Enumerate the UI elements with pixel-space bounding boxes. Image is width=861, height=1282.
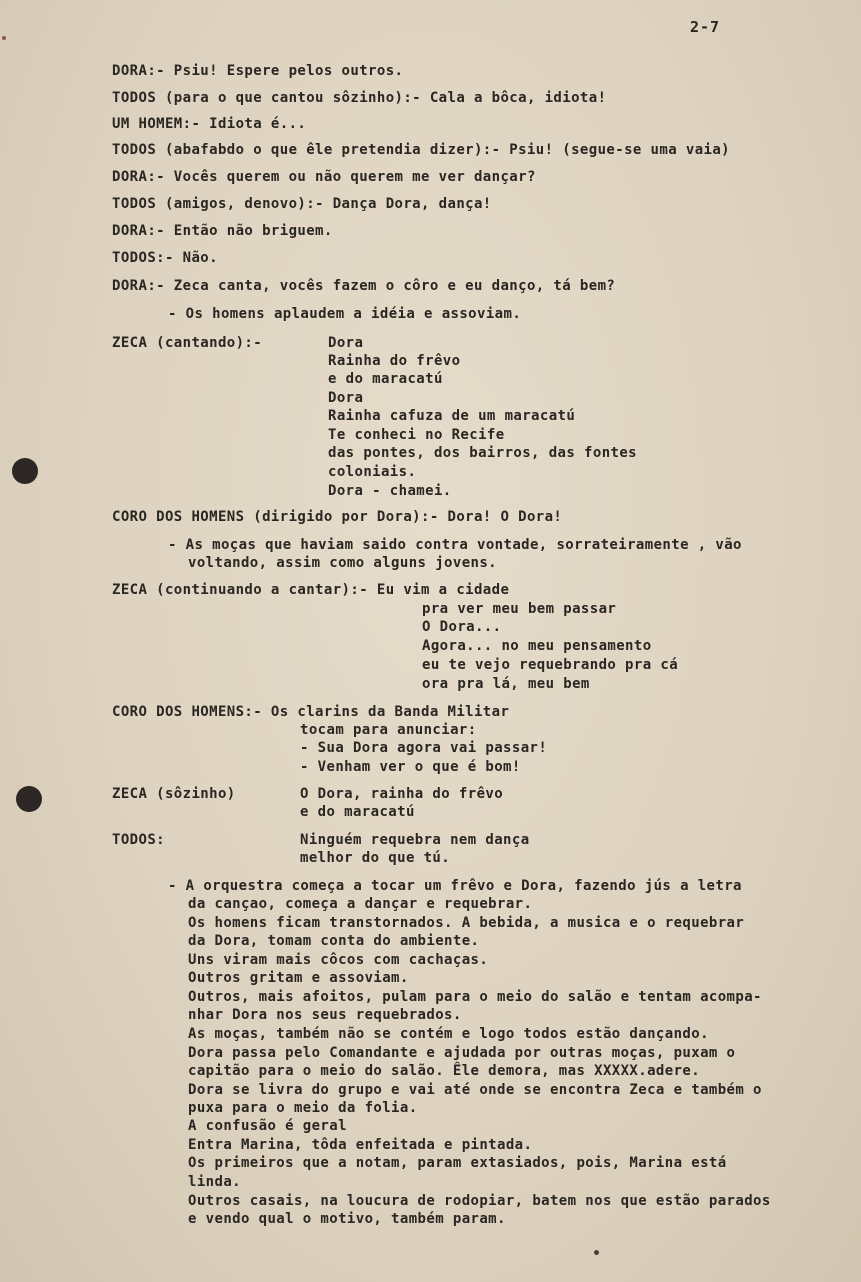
script-line: melhor do que tú. bbox=[300, 850, 451, 866]
script-line: Agora... no meu pensamento bbox=[422, 638, 652, 654]
script-line: coloniais. bbox=[328, 464, 417, 480]
script-line: pra ver meu bem passar bbox=[422, 601, 617, 617]
script-line: ZECA (cantando):- bbox=[112, 335, 263, 351]
script-line: puxa para o meio da folia. bbox=[188, 1100, 418, 1116]
script-line: e do maracatú bbox=[300, 804, 415, 820]
punch-hole-upper bbox=[12, 458, 38, 484]
script-line: - Sua Dora agora vai passar! bbox=[300, 740, 548, 756]
script-line: O Dora, rainha do frêvo bbox=[300, 786, 504, 802]
script-line: O Dora... bbox=[422, 619, 502, 635]
script-line: DORA:- Vocês querem ou não querem me ver dançar? bbox=[112, 169, 536, 185]
script-line: da cançao, começa a dançar e requebrar. bbox=[188, 896, 533, 912]
script-line: Rainha do frêvo bbox=[328, 353, 461, 369]
script-line: - Venham ver o que é bom! bbox=[300, 759, 521, 775]
script-line: voltando, assim como alguns jovens. bbox=[188, 555, 498, 571]
script-line: TODOS:- Não. bbox=[112, 250, 218, 266]
script-line: Entra Marina, tôda enfeitada e pintada. bbox=[188, 1137, 533, 1153]
script-line: As moças, também não se contém e logo todos estão dançando. bbox=[188, 1026, 709, 1042]
script-line: CORO DOS HOMENS:- Os clarins da Banda Militar bbox=[112, 704, 510, 720]
script-line: tocam para anunciar: bbox=[300, 722, 477, 738]
script-line: Os primeiros que a notam, param extasiados, pois, Marina está bbox=[188, 1155, 727, 1171]
script-line: CORO DOS HOMENS (dirigido por Dora):- Dora! O Dora! bbox=[112, 509, 563, 525]
script-line: UM HOMEM:- Idiota é... bbox=[112, 116, 307, 132]
script-line: - Os homens aplaudem a idéia e assoviam. bbox=[168, 306, 522, 322]
script-line: e do maracatú bbox=[328, 371, 443, 387]
script-line: Uns viram mais côcos com cachaças. bbox=[188, 952, 489, 968]
script-line: Dora se livra do grupo e vai até onde se encontra Zeca e também o bbox=[188, 1082, 762, 1098]
script-line: Dora bbox=[328, 335, 364, 351]
script-line: - As moças que haviam saido contra vontade, sorrateiramente , vão bbox=[168, 537, 742, 553]
script-line: ora pra lá, meu bem bbox=[422, 676, 590, 692]
punch-hole-lower bbox=[16, 786, 42, 812]
ink-speck-bottom bbox=[594, 1250, 599, 1255]
script-line: linda. bbox=[188, 1174, 241, 1190]
script-line: Dora passa pelo Comandante e ajudada por outras moças, puxam o bbox=[188, 1045, 736, 1061]
script-line: ZECA (continuando a cantar):- Eu vim a cidade bbox=[112, 582, 510, 598]
script-line: Te conheci no Recife bbox=[328, 427, 505, 443]
script-line: eu te vejo requebrando pra cá bbox=[422, 657, 679, 673]
script-line: Dora bbox=[328, 390, 364, 406]
ink-speck-corner bbox=[2, 36, 6, 40]
script-line: nhar Dora nos seus requebrados. bbox=[188, 1007, 462, 1023]
script-line: Outros gritam e assoviam. bbox=[188, 970, 409, 986]
script-line: TODOS (abafabdo o que êle pretendia dizer):- Psiu! (segue-se uma vaia) bbox=[112, 142, 731, 158]
script-line: Ninguém requebra nem dança bbox=[300, 832, 530, 848]
script-line: TODOS (para o que cantou sôzinho):- Cala a bôca, idiota! bbox=[112, 90, 607, 106]
script-line: - A orquestra começa a tocar um frêvo e Dora, fazendo jús a letra bbox=[168, 878, 742, 894]
script-line: Outros casais, na loucura de rodopiar, batem nos que estão parados bbox=[188, 1193, 771, 1209]
script-line: A confusão é geral bbox=[188, 1118, 347, 1134]
page-number: 2-7 bbox=[690, 18, 721, 36]
script-line: TODOS: bbox=[112, 832, 165, 848]
script-line: Outros, mais afoitos, pulam para o meio do salão e tentam acompa- bbox=[188, 989, 762, 1005]
script-line: da Dora, tomam conta do ambiente. bbox=[188, 933, 480, 949]
script-line: das pontes, dos bairros, das fontes bbox=[328, 445, 638, 461]
script-line: ZECA (sôzinho) bbox=[112, 786, 236, 802]
script-line: Dora - chamei. bbox=[328, 483, 452, 499]
script-line: DORA:- Então não briguem. bbox=[112, 223, 333, 239]
script-line: TODOS (amigos, denovo):- Dança Dora, dança! bbox=[112, 196, 492, 212]
script-line: Os homens ficam transtornados. A bebida, a musica e o requebrar bbox=[188, 915, 745, 931]
script-line: capitão para o meio do salão. Êle demora, mas XXXXX.adere. bbox=[188, 1063, 701, 1079]
script-line: e vendo qual o motivo, também param. bbox=[188, 1211, 506, 1227]
script-line: DORA:- Zeca canta, vocês fazem o côro e eu danço, tá bem? bbox=[112, 278, 616, 294]
script-line: Rainha cafuza de um maracatú bbox=[328, 408, 576, 424]
script-line: DORA:- Psiu! Espere pelos outros. bbox=[112, 63, 404, 79]
